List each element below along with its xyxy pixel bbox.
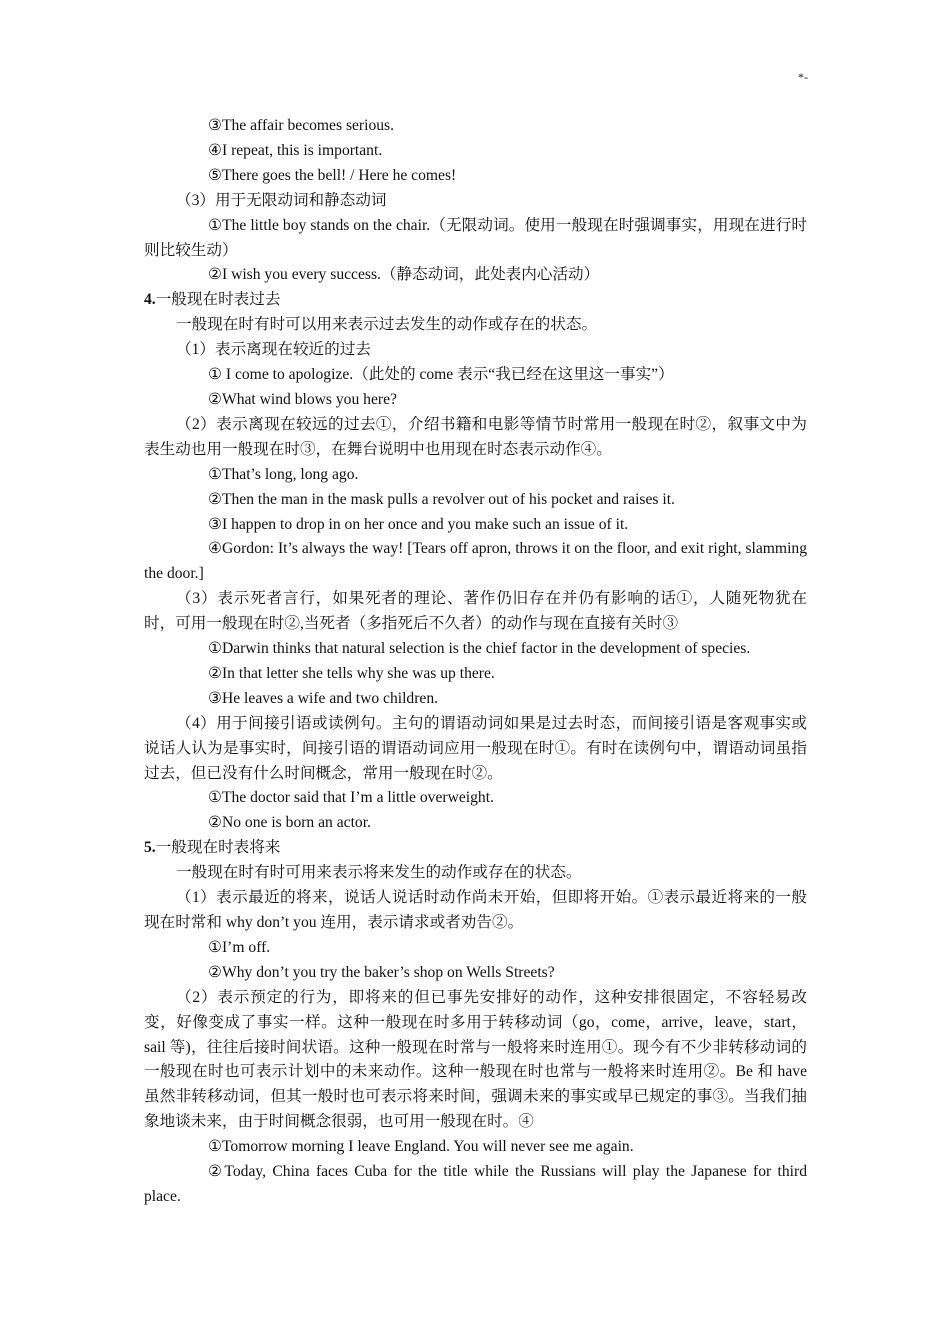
example-line: ①Darwin thinks that natural selection is the chief factor in the development of species. — [208, 640, 751, 658]
example-line: ⑤There goes the bell! / Here he comes! — [208, 166, 457, 184]
paragraph: （2）表示离现在较远的过去①，介绍书籍和电影等情节时常用一般现在时②，叙事文中为表生动也用一般现在时③，在舞台说明中也用现在时态表示动作④。 — [144, 415, 807, 458]
example-line: ②Then the man in the mask pulls a revolver out of his pocket and raises it. — [208, 490, 675, 508]
example-line: ②I wish you every success.（静态动词，此处表内心活动） — [208, 266, 600, 284]
example-line: ③He leaves a wife and two children. — [208, 689, 439, 707]
section-number: 5. — [144, 839, 156, 857]
section-heading-5 — [144, 836, 807, 861]
example-line: ①The doctor said that I’m a little overweight. — [208, 789, 494, 807]
paragraph: （4）用于间接引语或读例句。主句的谓语动词如果是过去时态，而间接引语是客观事实或说话人认为是事实时，间接引语的谓语动词应用一般现在时①。有时在读例句中，谓语动词虽指过去，但已没有什么时间概念，常用一般现在时②。 — [144, 714, 807, 782]
example-line: ③The affair becomes serious. — [208, 117, 395, 134]
paragraph: （2）表示预定的行为，即将来的但已事先安排好的动作，这种安排很固定，不容轻易改变，好像变成了事实一样。这种一般现在时多用于转移动词（go，come，arrive，leave，start，sail 等)，往往后接时间状语。这种一般现在时常与一般将来时连用①。现今有不少非转移动词的一般现在时也可表示计划中的未来动作。这种一般现在时也常与一般将来时连用②。Be 和 have 虽然非转移动词，但其一般时也可表示将来时间，强调未来的事实或早已规定的事③。当我们抽象地谈未来，由于时间概念很弱，也可用一般现在时。④ — [144, 988, 807, 1131]
example-line: ④I repeat, this is important. — [208, 141, 383, 159]
example-line: ②What wind blows you here? — [208, 390, 397, 408]
example-line: ①I’m off. — [208, 938, 271, 956]
example-line: ②No one is born an actor. — [208, 814, 371, 832]
example-line: ①The little boy stands on the chair.（无限动词。使用一般现在时强调事实，用现在进行时则比较生动） — [144, 216, 807, 259]
example-line: ②Today, China faces Cuba for the title while the Russians will play the Japanese for third place. — [144, 1163, 807, 1205]
example-line: ④Gordon: It’s always the way! [Tears off apron, throws it on the floor, and exit right, slamming the door.] — [144, 540, 807, 583]
paragraph: 一般现在时有时可以用来表示过去发生的动作或存在的状态。 — [176, 316, 598, 334]
example-line: ③I happen to drop in on her once and you make such an issue of it. — [208, 515, 629, 533]
example-line: ②In that letter she tells why she was up there. — [208, 664, 495, 682]
header-mark: *- — [798, 70, 808, 84]
sub-heading: （1）表示离现在较近的过去 — [176, 341, 371, 359]
document-body — [144, 114, 807, 1210]
example-line: ① I come to apologize.（此处的 come 表示“我已经在这里这一事实”） — [208, 366, 674, 384]
section-title: 一般现在时表过去 — [155, 291, 281, 309]
sub-heading: （3）用于无限动词和静态动词 — [176, 191, 387, 209]
paragraph: （3）表示死者言行，如果死者的理论、著作仍旧存在并仍有影响的话①，人随死物犹在时，可用一般现在时②,当死者（多指死后不久者）的动作与现在直接有关时③ — [144, 590, 807, 633]
section-title: 一般现在时表将来 — [155, 839, 281, 857]
paragraph: 一般现在时有时可用来表示将来发生的动作或存在的状态。 — [176, 864, 582, 882]
example-line: ①That’s long, long ago. — [208, 465, 359, 483]
section-heading-4 — [144, 288, 807, 313]
paragraph: （1）表示最近的将来，说话人说话时动作尚未开始，但即将开始。①表示最近将来的一般现在时常和 why don’t you 连用，表示请求或者劝告②。 — [144, 889, 807, 931]
example-line: ②Why don’t you try the baker’s shop on Wells Streets? — [208, 963, 555, 981]
section-number: 4. — [144, 291, 156, 309]
example-line: ①Tomorrow morning I leave England. You will never see me again. — [208, 1138, 634, 1156]
